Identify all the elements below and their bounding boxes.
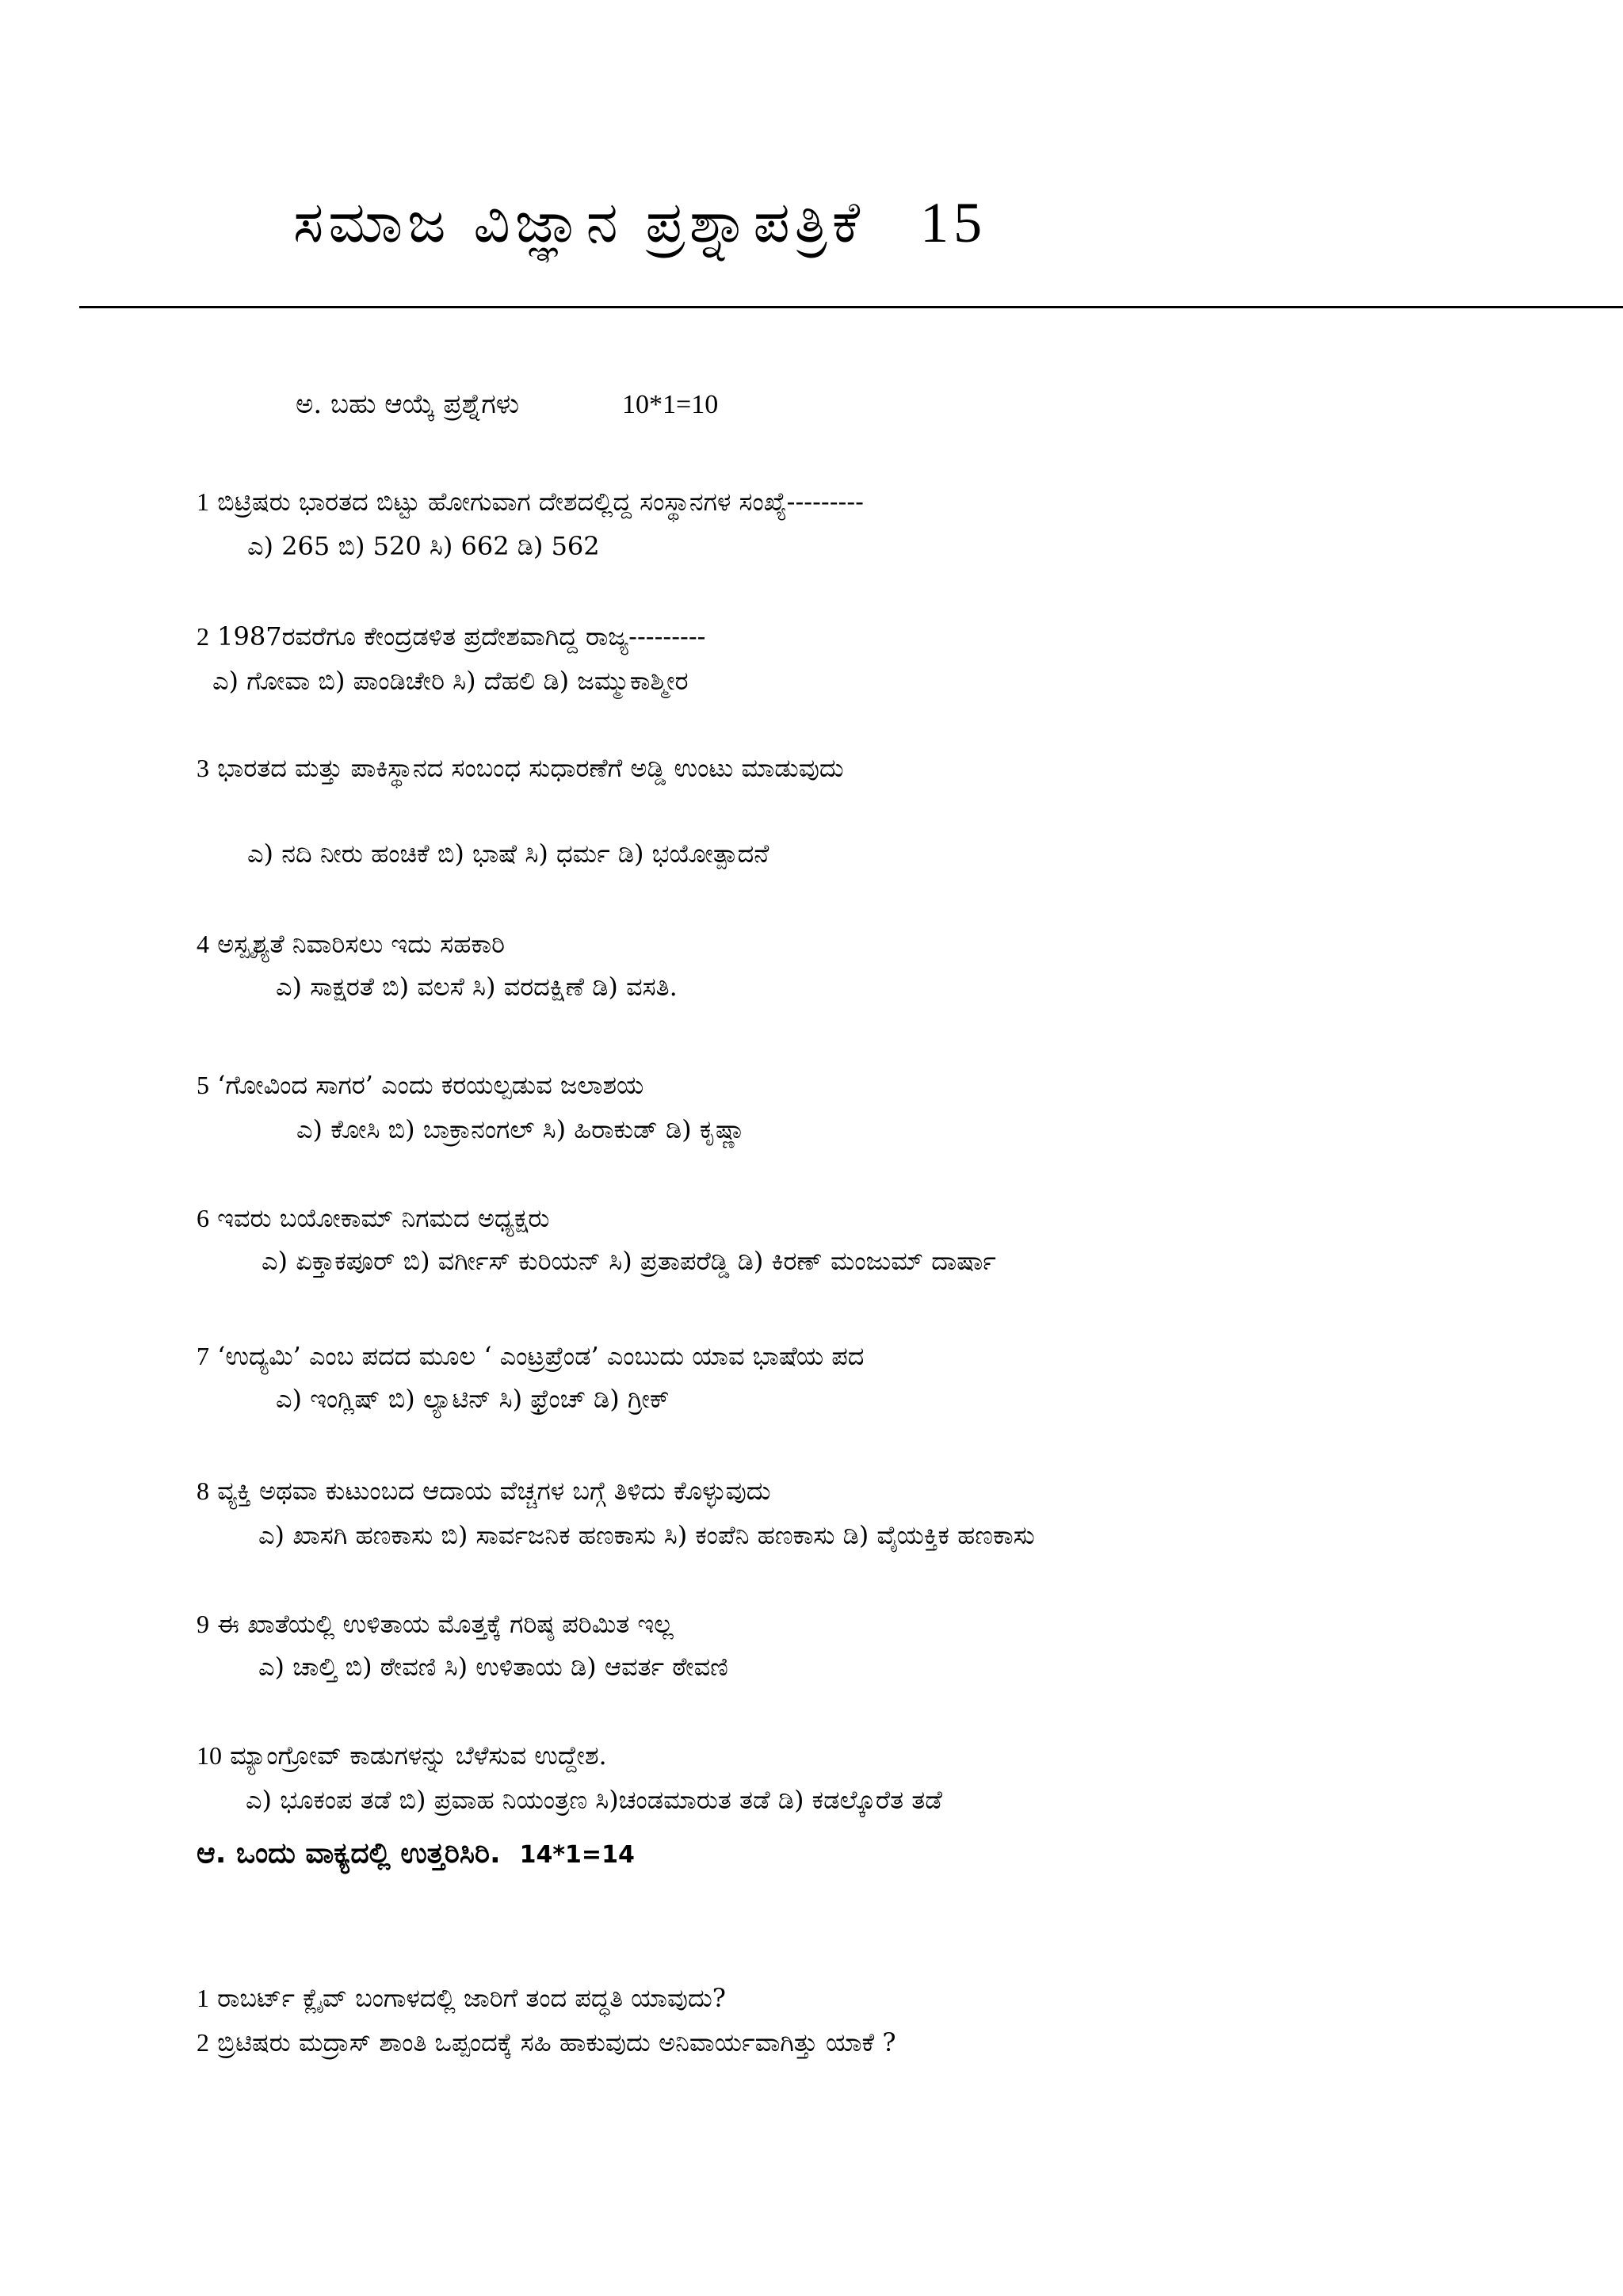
question-text: ಈ ಖಾತೆಯಲ್ಲಿ ಉಳಿತಾಯ ಮೊತ್ತಕ್ಕೆ ಗರಿಷ್ಠ ಪರಿಮಿತ ಇಲ್ಲ: [217, 1609, 674, 1639]
section-a-marks: 10*1=10: [622, 390, 719, 419]
question-number: 8: [197, 1477, 209, 1505]
question-item: [197, 929, 505, 960]
section-b-marks: 14*1=14: [519, 1841, 635, 1869]
question-number: 5: [197, 1071, 209, 1099]
question-item: [197, 621, 705, 652]
question-item: [197, 2027, 896, 2058]
section-b-title: ಆ. ಒಂದು ವಾಕ್ಯದಲ್ಲಿ ಉತ್ತರಿಸಿರಿ.: [197, 1837, 501, 1870]
question-text: ಇವರು ಬಯೋಕಾಮ್ ನಿಗಮದ ಅಧ್ಯಕ್ಷರು: [217, 1203, 550, 1233]
question-number: 9: [197, 1610, 209, 1638]
question-number: 4: [197, 930, 209, 958]
question-text: ‘ಉದ್ಯಮಿ’ ಎಂಬ ಪದದ ಮೂಲ ‘ ಎಂಟ್ರಪ್ರೆಂಡ’ ಎಂಬುದು ಯಾವ ಭಾಷೆಯ ಪದ: [217, 1341, 865, 1371]
question-text: ಭಾರತದ ಮತ್ತು ಪಾಕಿಸ್ಥಾನದ ಸಂಬಂಧ ಸುಧಾರಣೆಗೆ ಅಡ್ಡಿ ಉಂಟು ಮಾಡುವುದು: [217, 753, 844, 783]
question-text: ಬಿಟ್ರಿಷರು ಭಾರತದ ಬಿಟ್ಟು ಹೋಗುವಾಗ ದೇಶದಲ್ಲಿದ್ದ ಸಂಸ್ಥಾನಗಳ ಸಂಖ್ಯೆ---------: [217, 487, 864, 517]
question-text: ಮ್ಯಾಂಗ್ರೋವ್ ಕಾಡುಗಳನ್ನು ಬೆಳೆಸುವ ಉದ್ದೇಶ.: [230, 1740, 607, 1771]
question-options: ಎ) ನದಿ ನೀರು ಹಂಚಿಕೆ ಬಿ) ಭಾಷೆ ಸಿ) ಧರ್ಮ ಡಿ) ಭಯೋತ್ಪಾದನೆ: [247, 839, 769, 869]
section-a-heading: [296, 388, 718, 420]
question-options: ಎ) ಭೂಕಂಪ ತಡೆ ಬಿ) ಪ್ರವಾಹ ನಿಯಂತ್ರಣ ಸಿ)ಚಂಡಮಾರುತ ತಡೆ ಡಿ) ಕಡಲ್ಕೊರೆತ ತಡೆ: [246, 1785, 942, 1815]
question-item: [197, 1983, 726, 2014]
question-options: ಎ) ಕೋಸಿ ಬಿ) ಬಾಕ್ರಾನಂಗಲ್ ಸಿ) ಹಿರಾಕುಡ್ ಡಿ) ಕೃಷ್ಣಾ: [296, 1114, 746, 1144]
question-options: ಎ) 265 ಬಿ) 520 ಸಿ) 662 ಡಿ) 562: [247, 531, 600, 561]
section-a-title: ಅ. ಬಹು ಆಯ್ಕೆ ಪ್ರಶ್ನೆಗಳು: [296, 388, 520, 420]
question-number: 1: [197, 1984, 209, 2012]
page-title: [293, 189, 987, 257]
question-number: 3: [197, 754, 209, 782]
question-number: 2: [197, 2028, 209, 2057]
question-item: [197, 1070, 643, 1101]
question-text: ರಾಬರ್ಟ್ ಕ್ಲೈವ್ ಬಂಗಾಳದಲ್ಲಿ ಜಾರಿಗೆ ತಂದ ಪದ್ಧತಿ ಯಾವುದು?: [217, 1983, 726, 2013]
title-text: ಸಮಾಜ ವಿಜ್ಞಾನ ಪ್ರಶ್ನಾಪತ್ರಿಕೆ: [293, 189, 865, 255]
question-options: ಎ) ಚಾಲ್ತಿ ಬಿ) ಠೇವಣಿ ಸಿ) ಉಳಿತಾಯ ಡಿ) ಆವರ್ತ ಠೇವಣಿ: [258, 1652, 728, 1682]
question-item: [197, 1609, 674, 1640]
question-text: ಅಸ್ಪೃಶ್ಯತೆ ನಿವಾರಿಸಲು ಇದು ಸಹಕಾರಿ: [217, 929, 506, 959]
question-options: ಎ) ಖಾಸಗಿ ಹಣಕಾಸು ಬಿ) ಸಾರ್ವಜನಿಕ ಹಣಕಾಸು ಸಿ) ಕಂಪೆನಿ ಹಣಕಾಸು ಡಿ) ವೈಯಕ್ತಿಕ ಹಣಕಾಸು: [258, 1520, 1035, 1550]
section-b-heading: [197, 1837, 635, 1870]
question-item: [197, 487, 864, 518]
question-options: ಎ) ಇಂಗ್ಲಿಷ್ ಬಿ) ಲ್ಯಾಟಿನ್ ಸಿ) ಫ್ರೆಂಚ್ ಡಿ) ಗ್ರೀಕ್: [276, 1384, 670, 1414]
title-number: 15: [920, 191, 987, 254]
question-text: 1987ರವರೆಗೂ ಕೇಂದ್ರಡಳಿತ ಪ್ರದೇಶವಾಗಿದ್ದ ರಾಜ್ಯ---------: [217, 621, 706, 651]
question-number: 1: [197, 487, 209, 516]
question-options: ಎ) ಗೋವಾ ಬಿ) ಪಾಂಡಿಚೇರಿ ಸಿ) ದೆಹಲಿ ಡಿ) ಜಮ್ಮುಕಾಶ್ಮೀರ: [212, 666, 689, 696]
question-number: 7: [197, 1342, 209, 1370]
question-options: ಎ) ಸಾಕ್ಷರತೆ ಬಿ) ವಲಸೆ ಸಿ) ವರದಕ್ಷಿಣೆ ಡಿ) ವಸತಿ.: [276, 972, 678, 1002]
question-item: [197, 1476, 771, 1507]
question-item: [197, 753, 844, 784]
question-item: [197, 1341, 864, 1372]
question-options: ಎ) ಏಕ್ತಾಕಪೂರ್ ಬಿ) ವರ್ಗೀಸ್ ಕುರಿಯನ್ ಸಿ) ಪ್ರತಾಪರೆಡ್ಡಿ ಡಿ) ಕಿರಣ್ ಮಂಜುಮ್ ದಾರ್ಷಾ: [262, 1246, 996, 1276]
question-text: ಬ್ರಿಟಿಷರು ಮದ್ರಾಸ್ ಶಾಂತಿ ಒಪ್ಪಂದಕ್ಕೆ ಸಹಿ ಹಾಕುವುದು ಅನಿವಾರ್ಯವಾಗಿತ್ತು ಯಾಕೆ ?: [217, 2027, 896, 2057]
question-item: [197, 1203, 549, 1234]
question-item: [197, 1740, 607, 1771]
question-number: 6: [197, 1204, 209, 1232]
question-number: 10: [197, 1741, 222, 1770]
question-text: ‘ಗೋವಿಂದ ಸಾಗರ’ ಎಂದು ಕರಯಲ್ಪಡುವ ಜಲಾಶಯ: [217, 1070, 644, 1100]
question-number: 2: [197, 622, 209, 651]
title-divider: [79, 306, 1623, 308]
question-text: ವ್ಯಕ್ತಿ ಅಥವಾ ಕುಟುಂಬದ ಆದಾಯ ವೆಚ್ಚಗಳ ಬಗ್ಗೆ ತಿಳಿದು ಕೊಳ್ಳುವುದು: [217, 1476, 771, 1506]
